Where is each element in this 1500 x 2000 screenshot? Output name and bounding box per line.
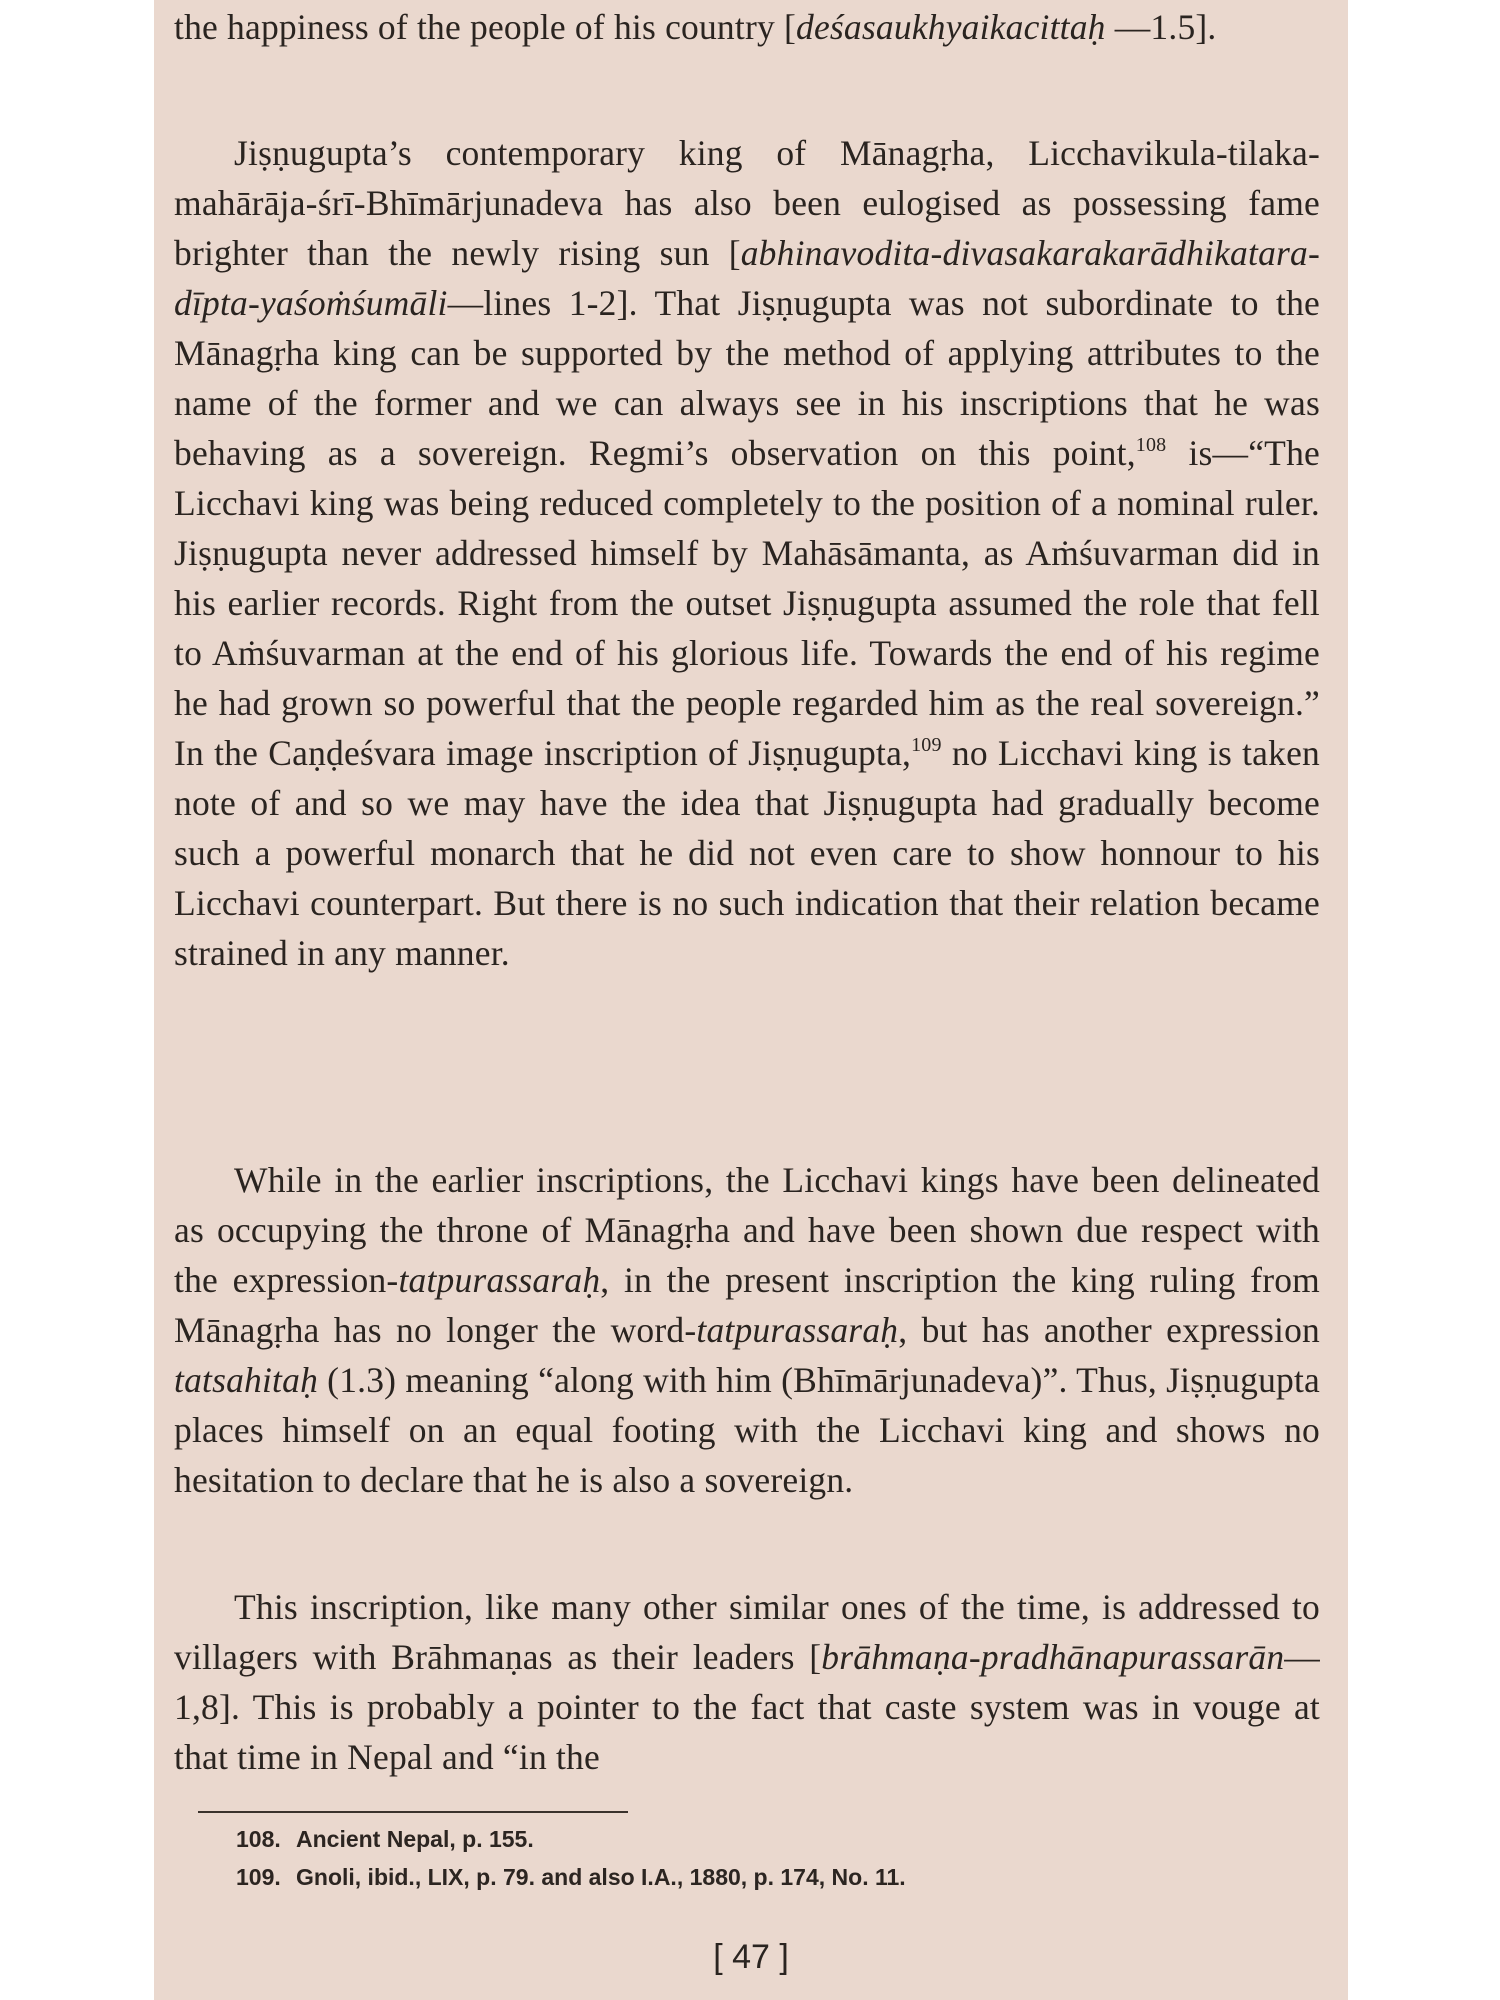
footnote-divider bbox=[198, 1811, 628, 1813]
paragraph-1 bbox=[174, 128, 1320, 978]
page-number: [ 47 ] bbox=[713, 1938, 789, 1976]
footnote-108: 108. Ancient Nepal, p. 155. bbox=[236, 1826, 534, 1852]
paragraph-2-text: While in the earlier inscriptions, the Licchavi kings have been delineated as occupying the throne of Mānagṛha and have been shown due respect with the expression-tatpurassaraḥ, in the present inscription the king ruling from Mānagṛha has no longer the word-tatpurassaraḥ, but has another expression tatsahitaḥ (1.3) meaning “along with him (Bhīmārjunadeva)”. Thus, Jiṣṇugupta places himself on an equal footing with the Licchavi king and shows no hesitation to declare that he is also a sovereign. bbox=[174, 1160, 1320, 1500]
top-fragment bbox=[174, 2, 1320, 52]
footnote-109: 109. Gnoli, ibid., LIX, p. 79. and also I.A., 1880, p. 174, No. 11. bbox=[236, 1864, 906, 1890]
paragraph-3 bbox=[174, 1582, 1320, 1782]
book-page bbox=[154, 0, 1348, 2000]
footnote-ref-108: 108 bbox=[1135, 434, 1167, 456]
continuation-line: the happiness of the people of his country [deśasaukhyaikacittaḥ —1.5]. bbox=[174, 7, 1217, 47]
footnote-ref-109: 109 bbox=[911, 734, 942, 756]
paragraph-3-text: This inscription, like many other similar ones of the time, is addressed to villagers with Brāhmaṇas as their leaders [brāhmaṇa-pradhānapurassarān—1,8]. This is probably a pointer to the fact that caste system was in vouge at that time in Nepal and “in the bbox=[174, 1587, 1320, 1777]
paragraph-2 bbox=[174, 1155, 1320, 1505]
footnotes bbox=[236, 1820, 1296, 1896]
paragraph-1-text: Jiṣṇugupta’s contemporary king of Mānagṛha, Licchavikula-tilaka-mahārāja-śrī-Bhīmārjunadeva has also been eulogised as possessing fame brighter than the newly rising sun [abhinavodita-divasakarakarādhikatara-dīpta-yaśoṁśumāli—lines 1-2]. That Jiṣṇugupta was not subordinate to the Mānagṛha king can be supported by the method of applying attributes to the name of the former and we can always see in his inscriptions that he was behaving as a sovereign. Regmi’s observation on this point,$^{108}$ is—“The Licchavi king was being reduced completely to the position of a nominal ruler. Jiṣṇugupta never addressed himself by Mahāsāmanta, as Aṁśuvarman did in his earlier records. Right from the outset Jiṣṇugupta assumed the role that fell to Aṁśuvarman at the end of his glorious life. Towards the end of his regime he had grown so powerful that the people regarded him as the real sovereign.” In the Caṇḍeśvara image inscription of Jiṣṇugupta,$^{109}$ no Licchavi king is taken note of and so we may have the idea that Jiṣṇugupta had gradually become such a powerful monarch that he did not even care to show honnour to his Licchavi counterpart. But there is no such indication that their relation became strained in any manner. bbox=[174, 133, 1320, 973]
